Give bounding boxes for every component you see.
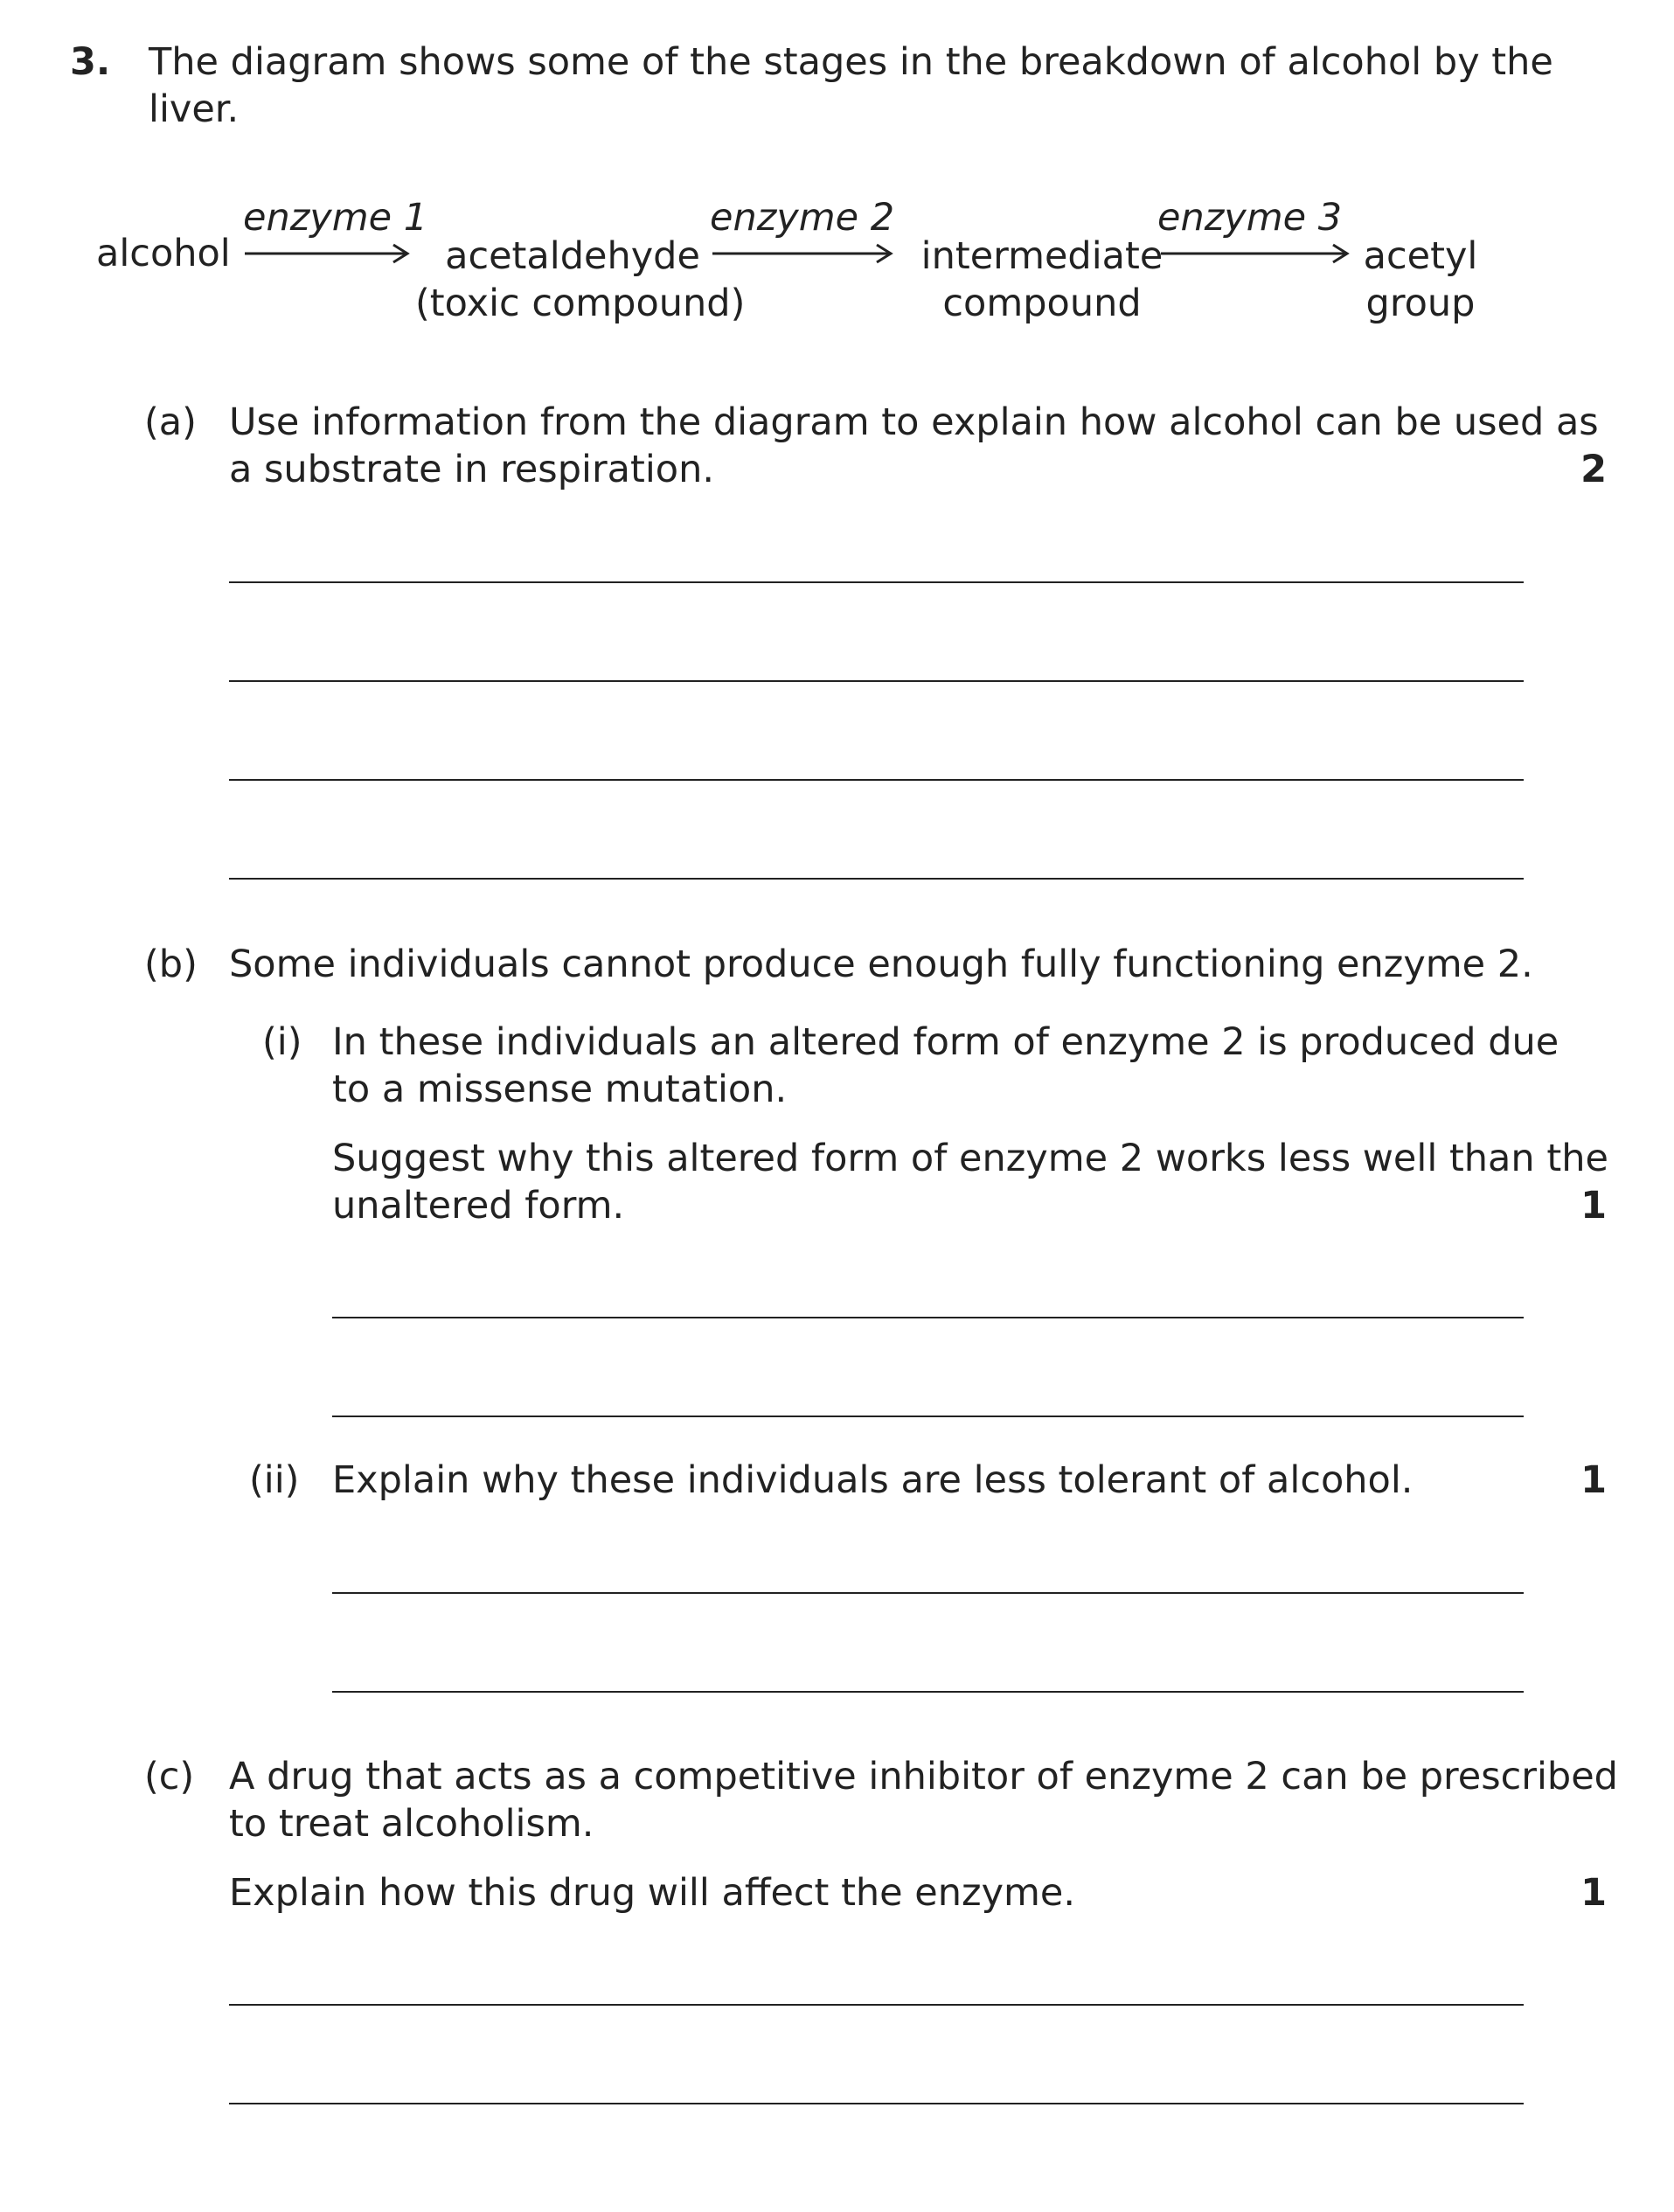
part-b-ii-text: Explain why these individuals are less tolerant of alcohol. <box>332 1458 1414 1502</box>
part-b-i-label: (i) <box>262 1020 302 1064</box>
question-intro-line1: The diagram shows some of the stages in the breakdown of alcohol by the <box>149 40 1553 84</box>
part-b-i-marks: 1 <box>1580 1184 1607 1228</box>
part-a-answer-line-4[interactable] <box>229 878 1524 880</box>
part-b-ii-answer-line-1[interactable] <box>332 1592 1524 1594</box>
arrow-3 <box>1161 245 1355 262</box>
node-intermediate-line2: compound <box>942 282 1142 325</box>
node-acetaldehyde-note: (toxic compound) <box>415 282 746 325</box>
part-b-i-answer-line-2[interactable] <box>332 1416 1524 1417</box>
enzyme-2-label: enzyme 2 <box>710 196 895 240</box>
part-a-line1: Use information from the diagram to explain how alcohol can be used as <box>229 400 1599 444</box>
part-a-marks: 2 <box>1580 448 1607 491</box>
part-b-text: Some individuals cannot produce enough fully functioning enzyme 2. <box>229 943 1533 986</box>
enzyme-3-label: enzyme 3 <box>1157 196 1343 240</box>
arrow-1 <box>245 245 411 262</box>
node-acetyl-line2: group <box>1365 282 1476 325</box>
part-b-i-prompt-line2: unaltered form. <box>332 1184 625 1228</box>
part-b-ii-marks: 1 <box>1580 1458 1607 1502</box>
part-a-label: (a) <box>144 400 197 444</box>
part-c-answer-line-1[interactable] <box>229 2004 1524 2006</box>
part-b-i-line1: In these individuals an altered form of enzyme 2 is produced due <box>332 1020 1559 1064</box>
part-a-answer-line-2[interactable] <box>229 680 1524 682</box>
part-c-line2: to treat alcoholism. <box>229 1802 594 1846</box>
part-a-line2: a substrate in respiration. <box>229 448 715 491</box>
question-number: 3. <box>70 40 111 84</box>
node-acetyl: acetyl <box>1363 234 1478 278</box>
part-b-i-answer-line-1[interactable] <box>332 1317 1524 1318</box>
part-b-label: (b) <box>144 943 198 986</box>
node-acetaldehyde: acetaldehyde <box>445 234 700 278</box>
part-c-answer-line-2[interactable] <box>229 2103 1524 2104</box>
part-c-marks: 1 <box>1580 1871 1607 1915</box>
part-b-i-prompt-line1: Suggest why this altered form of enzyme 2 works less well than the <box>332 1137 1608 1180</box>
enzyme-1-label: enzyme 1 <box>243 196 428 240</box>
part-c-label: (c) <box>144 1755 195 1798</box>
node-intermediate: intermediate <box>920 234 1163 278</box>
part-b-ii-label: (ii) <box>249 1458 300 1502</box>
part-a-answer-line-3[interactable] <box>229 779 1524 781</box>
part-b-i-line2: to a missense mutation. <box>332 1068 788 1111</box>
part-c-line1: A drug that acts as a competitive inhibitor of enzyme 2 can be prescribed <box>229 1755 1618 1798</box>
part-a-answer-line-1[interactable] <box>229 581 1524 583</box>
part-b-ii-answer-line-2[interactable] <box>332 1691 1524 1693</box>
node-alcohol: alcohol <box>96 232 231 275</box>
question-intro-line2: liver. <box>149 87 240 131</box>
arrow-2 <box>712 245 896 262</box>
part-c-prompt: Explain how this drug will affect the enzyme. <box>229 1871 1076 1915</box>
